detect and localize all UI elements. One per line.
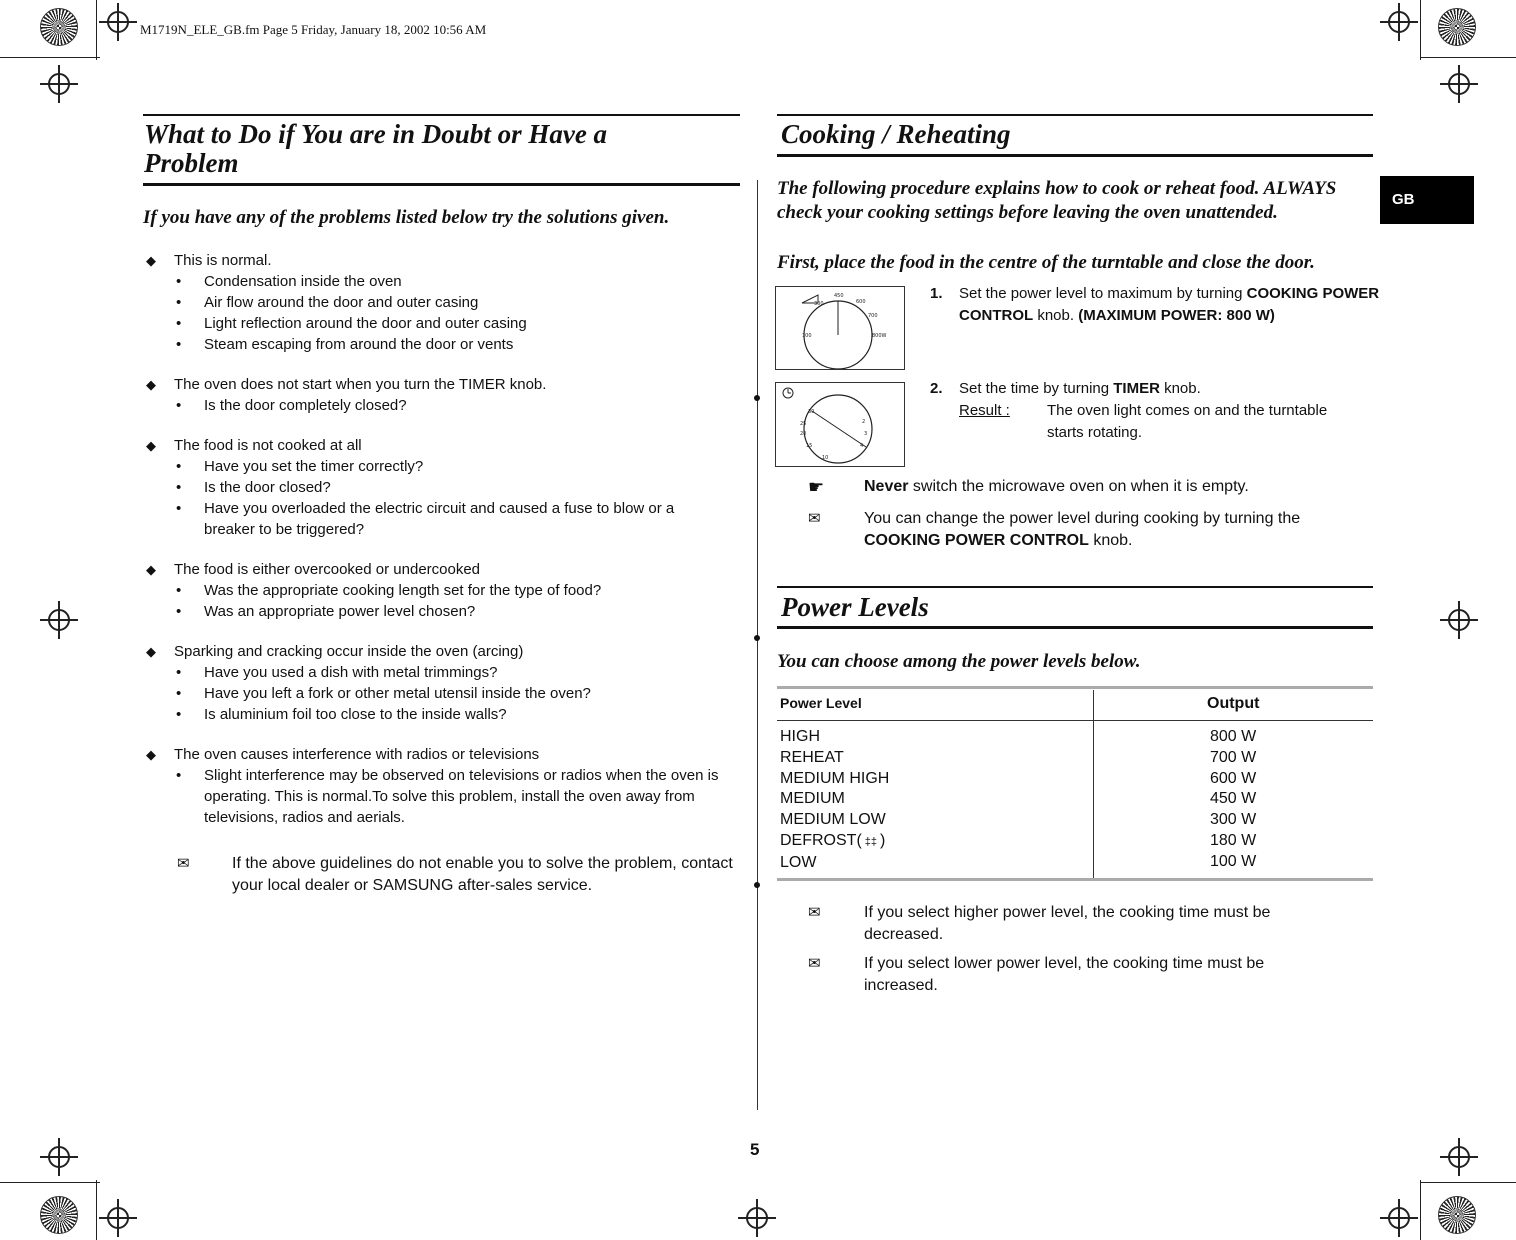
step-1-number: 1.	[930, 285, 943, 302]
heading-rule-bottom	[143, 183, 740, 186]
issue-check-item: • Steam escaping from around the door or vents	[146, 334, 726, 355]
note-icon: ✉	[808, 955, 821, 972]
crosshair-mark	[1388, 1207, 1410, 1229]
svg-text:15: 15	[806, 443, 813, 449]
step-2-knob-name: TIMER	[1113, 380, 1160, 397]
crop-mark	[96, 0, 97, 60]
power-level-cell	[780, 789, 889, 810]
table-rule-top	[777, 686, 1373, 689]
issue-block	[146, 435, 726, 540]
issue-question: ◆ Sparking and cracking occur inside the oven (arcing)	[146, 641, 726, 662]
power-level-label: REHEAT	[780, 748, 844, 766]
power-level-cell	[780, 810, 889, 831]
svg-text:20: 20	[800, 431, 807, 437]
crosshair-mark	[1388, 11, 1410, 33]
registration-star-top-left	[40, 8, 78, 46]
issue-question: ◆ The food is either overcooked or undercooked	[146, 559, 726, 580]
power-level-cell	[780, 853, 889, 874]
power-level-cell	[780, 831, 889, 853]
defrost-close-paren: )	[880, 831, 886, 849]
svg-text:100: 100	[802, 333, 812, 339]
output-cell: 100 W	[1210, 852, 1257, 870]
issue-check-item: • Have you left a fork or other metal utensil inside the oven?	[146, 683, 726, 704]
step-1	[930, 283, 1380, 327]
issue-list	[146, 250, 726, 847]
heading-rule-bottom	[777, 154, 1373, 157]
lower-power-text: If you select lower power level, the cooking time must be increased.	[864, 955, 1265, 994]
heading-rule-bottom	[777, 626, 1373, 629]
registration-star-bottom-left	[40, 1196, 78, 1234]
power-level-cell	[780, 769, 889, 790]
step-2-number: 2.	[930, 380, 943, 397]
output-column-header: Output	[1207, 695, 1260, 712]
step-1-max-power: (MAXIMUM POWER: 800 W)	[1078, 307, 1275, 324]
output-column	[1210, 727, 1256, 873]
power-table-divider	[1093, 690, 1094, 878]
page-number: 5	[750, 1140, 760, 1159]
issue-check-item: • Slight interference may be observed on televisions or radios when the oven is operating. This is normal.To solve this problem, install the oven away from televisions, radios and aerials.	[146, 765, 726, 828]
crosshair-mark	[107, 1207, 129, 1229]
troubleshooting-intro: If you have any of the problems listed below try the solutions given.	[143, 207, 670, 228]
issue-check-item: • Have you used a dish with metal trimmings?	[146, 662, 726, 683]
svg-text:3: 3	[864, 431, 868, 437]
svg-text:450: 450	[834, 293, 844, 299]
issue-check-item: • Is the door closed?	[146, 477, 726, 498]
issue-check-item: • Have you overloaded the electric circuit and caused a fuse to blow or a breaker to be triggered?	[146, 498, 726, 540]
crosshair-mark	[1448, 73, 1470, 95]
heading-rule-top	[143, 114, 740, 116]
heading-rule-top	[777, 586, 1373, 588]
issue-question: ◆ The oven causes interference with radios or televisions	[146, 744, 726, 765]
svg-text:30: 30	[808, 409, 815, 415]
power-level-label: MEDIUM HIGH	[780, 769, 890, 787]
crosshair-mark	[1448, 1146, 1470, 1168]
crop-mark	[0, 57, 100, 58]
svg-text:600: 600	[856, 299, 866, 305]
power-level-label: MEDIUM	[780, 790, 845, 808]
power-levels-title: Power Levels	[781, 592, 929, 622]
step-2-text: Set the time by turning	[959, 380, 1114, 397]
issue-block	[146, 641, 726, 725]
pointing-hand-icon: ☛	[808, 477, 825, 497]
crosshair-mark	[746, 1207, 768, 1229]
step-1-text: Set the power level to maximum by turning	[959, 285, 1247, 302]
step-2-text-end: knob.	[1159, 380, 1201, 397]
issue-check-item: • Have you set the timer correctly?	[146, 456, 726, 477]
output-cell: 700 W	[1210, 748, 1257, 766]
crop-mark	[1420, 0, 1421, 60]
issue-question: ◆ The oven does not start when you turn the TIMER knob.	[146, 374, 726, 395]
table-rule-bottom	[777, 878, 1373, 881]
crop-mark	[1420, 1180, 1421, 1240]
power-level-label: DEFROST(	[780, 831, 862, 849]
power-change-knob: COOKING POWER CONTROL	[864, 532, 1089, 549]
column-divider	[757, 180, 758, 1110]
power-change-note	[808, 508, 1368, 552]
troubleshooting-note	[177, 853, 737, 897]
file-info: M1719N_ELE_GB.fm Page 5 Friday, January 18, 2002 10:56 AM	[140, 22, 487, 37]
issue-block	[146, 374, 726, 416]
crosshair-mark	[48, 1146, 70, 1168]
output-cell: 450 W	[1210, 790, 1257, 808]
step-1-knob-name: COOKING POWER CONTROL	[959, 285, 1380, 324]
power-level-label: MEDIUM LOW	[780, 811, 886, 829]
power-control-knob-illustration	[775, 286, 905, 370]
svg-text:700: 700	[868, 313, 878, 319]
svg-text:300: 300	[814, 301, 824, 307]
output-cell: 600 W	[1210, 769, 1257, 787]
crosshair-mark	[48, 73, 70, 95]
svg-text:4: 4	[860, 443, 864, 449]
power-level-cell	[780, 748, 889, 769]
svg-text:2: 2	[862, 419, 866, 425]
issue-question: ◆ The food is not cooked at all	[146, 435, 726, 456]
crop-mark	[1420, 1182, 1516, 1183]
power-level-column	[780, 727, 889, 874]
step-2	[930, 378, 1380, 444]
power-level-label: LOW	[780, 853, 817, 871]
higher-power-note	[808, 902, 1338, 946]
power-levels-intro: You can choose among the power levels below.	[777, 651, 1141, 672]
lower-power-note	[808, 953, 1338, 997]
issue-check-item: • Condensation inside the oven	[146, 271, 726, 292]
troubleshooting-note-text: If the above guidelines do not enable you to solve the problem, contact your local dealer or SAMSUNG after-sales service.	[232, 855, 733, 894]
punch-dot	[754, 882, 760, 888]
note-icon: ✉	[808, 510, 821, 527]
power-level-cell	[780, 727, 889, 748]
issue-check-item: • Is aluminium foil too close to the inside walls?	[146, 704, 726, 725]
troubleshooting-title: What to Do if You are in Doubt or Have a Problem	[144, 119, 608, 178]
heading-rule-top	[777, 114, 1373, 116]
punch-dot	[754, 635, 760, 641]
result-text: The oven light comes on and the turntable starts rotating.	[1047, 402, 1328, 441]
higher-power-text: If you select higher power level, the cooking time must be decreased.	[864, 904, 1271, 943]
issue-check-item: • Air flow around the door and outer casing	[146, 292, 726, 313]
note-icon: ✉	[177, 855, 190, 872]
warning-text: switch the microwave oven on when it is empty.	[908, 478, 1249, 495]
timer-knob-illustration	[775, 382, 905, 467]
power-change-text: You can change the power level during cooking by turning the	[864, 510, 1301, 527]
issue-check-item: • Was an appropriate power level chosen?	[146, 601, 726, 622]
cooking-intro-2: First, place the food in the centre of the turntable and close the door.	[777, 252, 1315, 273]
crosshair-mark	[107, 11, 129, 33]
result-label: Result :	[959, 402, 1010, 419]
svg-text:25: 25	[800, 421, 807, 427]
issue-block	[146, 559, 726, 622]
crop-mark	[1420, 57, 1516, 58]
issue-check-item: • Was the appropriate cooking length set for the type of food?	[146, 580, 726, 601]
output-cell: 800 W	[1210, 728, 1257, 745]
punch-dot	[754, 395, 760, 401]
crosshair-mark	[1448, 609, 1470, 631]
power-change-text-end: knob.	[1088, 532, 1133, 549]
issue-check-item: • Is the door completely closed?	[146, 395, 726, 416]
step-1-text-knob: knob.	[1033, 307, 1079, 324]
note-icon: ✉	[808, 904, 821, 921]
defrost-icon: ‡‡	[864, 835, 878, 848]
power-table-header	[777, 690, 1373, 721]
output-cell: 300 W	[1210, 811, 1257, 829]
svg-text:10: 10	[822, 455, 829, 461]
issue-block	[146, 250, 726, 355]
power-level-label: HIGH	[780, 728, 820, 745]
registration-star-top-right	[1438, 8, 1476, 46]
warning-emphasis: Never	[864, 478, 909, 495]
cooking-title: Cooking / Reheating	[781, 119, 1011, 149]
issue-question: ◆ This is normal.	[146, 250, 726, 271]
output-cell: 180 W	[1210, 831, 1257, 849]
language-tab: GB	[1380, 176, 1474, 224]
power-level-column-header: Power Level	[780, 695, 862, 711]
crop-mark	[0, 1182, 100, 1183]
crosshair-mark	[48, 609, 70, 631]
crop-mark	[96, 1180, 97, 1240]
issue-check-item: • Light reflection around the door and outer casing	[146, 313, 726, 334]
issue-block	[146, 744, 726, 828]
svg-text:800W: 800W	[872, 333, 887, 339]
warning-note	[808, 476, 1368, 498]
cooking-intro: The following procedure explains how to cook or reheat food. ALWAYS check your cooking settings before leaving the oven unattended.	[777, 178, 1337, 223]
registration-star-bottom-right	[1438, 1196, 1476, 1234]
